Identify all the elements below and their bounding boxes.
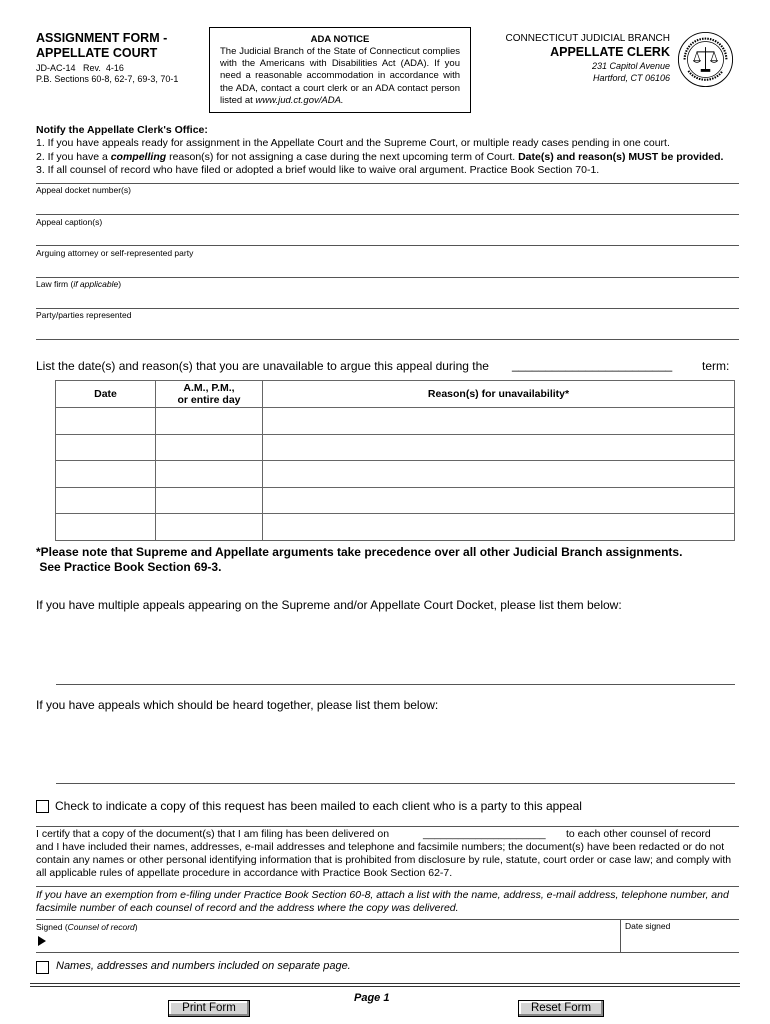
certification-part2: to each other counsel of record	[566, 828, 711, 840]
law-firm-label-a: Law firm (	[36, 279, 74, 289]
parties-input[interactable]	[36, 339, 739, 340]
separate-page-checkbox[interactable]	[36, 961, 49, 974]
clerk-address	[490, 61, 670, 84]
reason-cell[interactable]	[263, 434, 735, 461]
unavailability-table	[55, 380, 735, 541]
reason-cell[interactable]	[263, 461, 735, 488]
date-cell[interactable]	[56, 487, 156, 514]
attorney-input[interactable]	[36, 277, 739, 278]
table-row	[56, 487, 735, 514]
judicial-seal-icon	[677, 31, 734, 88]
parties-label: Party/parties represented	[36, 310, 132, 320]
table-row	[56, 408, 735, 435]
notify-item-2-d: Date(s) and reason(s) MUST be provided.	[518, 150, 724, 163]
law-firm-label-c: )	[118, 279, 122, 289]
date-cell[interactable]	[56, 461, 156, 488]
certification-part1: I certify that a copy of the document(s) that I am filing has been delivered on	[36, 828, 390, 840]
form-code: JD-AC-14 Rev. 4-16	[36, 63, 124, 73]
divider-line	[36, 826, 739, 827]
mailed-checkbox[interactable]	[36, 800, 49, 813]
law-firm-label-b: if applicable	[73, 279, 119, 289]
unavailable-prompt: List the date(s) and reason(s) that you are unavailable to argue this appeal during the	[36, 359, 489, 373]
form-title-line2: APPELLATE COURT	[36, 46, 158, 60]
reason-cell[interactable]	[263, 514, 735, 541]
date-cell[interactable]	[56, 514, 156, 541]
ampm-cell[interactable]	[156, 487, 263, 514]
notify-block	[36, 124, 746, 177]
branch-name: CONNECTICUT JUDICIAL BRANCH	[505, 33, 670, 44]
exemption-text: If you have an exemption from e-filing under Practice Book Section 60-8, attach a list with the name, address, e-mail address, telephone number, and facsimile number of each counsel of record and the address where the copy was delivered.	[36, 889, 729, 914]
footer-line	[30, 983, 740, 984]
law-firm-input[interactable]	[36, 308, 739, 309]
divider-line	[620, 919, 621, 952]
col-ampm-line2: or entire day	[177, 394, 241, 406]
law-firm-label	[36, 279, 121, 289]
ampm-cell[interactable]	[156, 408, 263, 435]
together-appeals-input[interactable]	[56, 783, 735, 784]
ada-notice-body: The Judicial Branch of the State of Connecticut complies with the Americans with Disabilities Act (ADA). If you need a reasonable accommodation in accordance with the ADA, contact a court clerk or an ADA contact person listed at	[220, 46, 460, 106]
reason-cell[interactable]	[263, 487, 735, 514]
term-label: term:	[702, 359, 730, 373]
signature-input[interactable]	[50, 930, 616, 950]
multiple-appeals-input[interactable]	[56, 684, 735, 685]
practice-book-sections: P.B. Sections 60-8, 62-7, 69-3, 70-1	[36, 74, 179, 84]
ada-notice-box	[209, 27, 471, 113]
precedence-note-line1: *Please note that Supreme and Appellate arguments take precedence over all other Judicial Branch assignments.	[36, 545, 683, 559]
precedence-note	[36, 545, 746, 575]
divider-line	[36, 919, 739, 920]
ada-notice-text	[220, 46, 460, 107]
term-input[interactable]: ________________________	[512, 358, 673, 372]
mailed-checkbox-label: Check to indicate a copy of this request has been mailed to each client who is a party to this appeal	[55, 799, 582, 813]
divider-line	[36, 183, 739, 184]
ampm-cell[interactable]	[156, 514, 263, 541]
notify-item-3: 3. If all counsel of record who have filed or adopted a brief would like to waive oral argument. Practice Book Section 70-1.	[36, 163, 600, 176]
col-reason: Reason(s) for unavailability*	[263, 381, 735, 408]
signed-label-b: Counsel of record	[67, 922, 135, 932]
divider-line	[36, 886, 739, 887]
notify-item-2-b: compelling	[110, 150, 167, 163]
notify-item-2-a: 2. If you have a	[36, 150, 111, 163]
footer-line	[30, 986, 740, 987]
ampm-cell[interactable]	[156, 461, 263, 488]
docket-label: Appeal docket number(s)	[36, 185, 131, 195]
signature-arrow-icon	[38, 936, 46, 946]
table-row	[56, 514, 735, 541]
address-line2: Hartford, CT 06106	[592, 72, 670, 83]
form-code-block	[36, 63, 178, 85]
docket-input[interactable]	[36, 214, 739, 215]
ada-notice-title: ADA NOTICE	[310, 34, 370, 45]
separate-page-label: Names, addresses and numbers included on separate page.	[56, 960, 351, 972]
delivery-date-input[interactable]: _____________________	[423, 828, 546, 840]
form-title	[36, 31, 167, 61]
col-date: Date	[56, 381, 156, 408]
date-cell[interactable]	[56, 434, 156, 461]
address-line1: 231 Capitol Avenue	[591, 61, 670, 71]
certification-rest: and I have included their names, addresses, e-mail addresses and telephone and facsimile numbers; the document(s) have been redacted or do not contain any names or other personal identifying information that is prohibited from disclosure by rule, statute, court order or case law; and comply with all applicable rules of appellate procedure in accordance with Practice Book Section 62-7.	[36, 841, 732, 879]
certification-text	[36, 828, 739, 880]
table-row	[56, 461, 735, 488]
caption-input[interactable]	[36, 245, 739, 246]
notify-item-2	[36, 151, 746, 164]
signed-label-a: Signed (	[36, 922, 68, 932]
table-header-row	[56, 381, 735, 408]
signed-label-c: )	[134, 922, 138, 932]
form-title-line1: ASSIGNMENT FORM -	[36, 31, 168, 45]
ampm-cell[interactable]	[156, 434, 263, 461]
together-appeals-label: If you have appeals which should be heard together, please list them below:	[36, 698, 439, 712]
table-row	[56, 434, 735, 461]
notify-item-1: 1. If you have appeals ready for assignment in the Appellate Court and the Supreme Court, or multiple ready cases pending in one court.	[36, 137, 670, 150]
page-number: Page 1	[354, 992, 390, 1004]
notify-item-2-c: reason(s) for not assigning a case during the next upcoming term of Court.	[166, 150, 519, 163]
certification-first-line	[36, 828, 739, 841]
notify-heading: Notify the Appellate Clerk's Office:	[36, 124, 208, 136]
date-signed-input[interactable]	[625, 933, 735, 951]
reset-form-button[interactable]: Reset Form	[518, 1000, 604, 1017]
attorney-label: Arguing attorney or self-represented party	[36, 248, 194, 258]
caption-label: Appeal caption(s)	[36, 217, 103, 227]
date-cell[interactable]	[56, 408, 156, 435]
divider-line	[36, 952, 739, 953]
reason-cell[interactable]	[263, 408, 735, 435]
date-signed-label: Date signed	[625, 921, 671, 931]
multiple-appeals-label: If you have multiple appeals appearing on the Supreme and/or Appellate Court Docket, please list them below:	[36, 598, 622, 612]
col-ampm	[156, 381, 263, 408]
ada-link[interactable]: www.jud.ct.gov/ADA.	[255, 94, 344, 106]
precedence-note-line2: See Practice Book Section 69-3.	[36, 560, 222, 574]
col-ampm-line1: A.M., P.M.,	[183, 382, 235, 394]
clerk-title: APPELLATE CLERK	[550, 45, 670, 59]
print-form-button[interactable]: Print Form	[168, 1000, 250, 1017]
